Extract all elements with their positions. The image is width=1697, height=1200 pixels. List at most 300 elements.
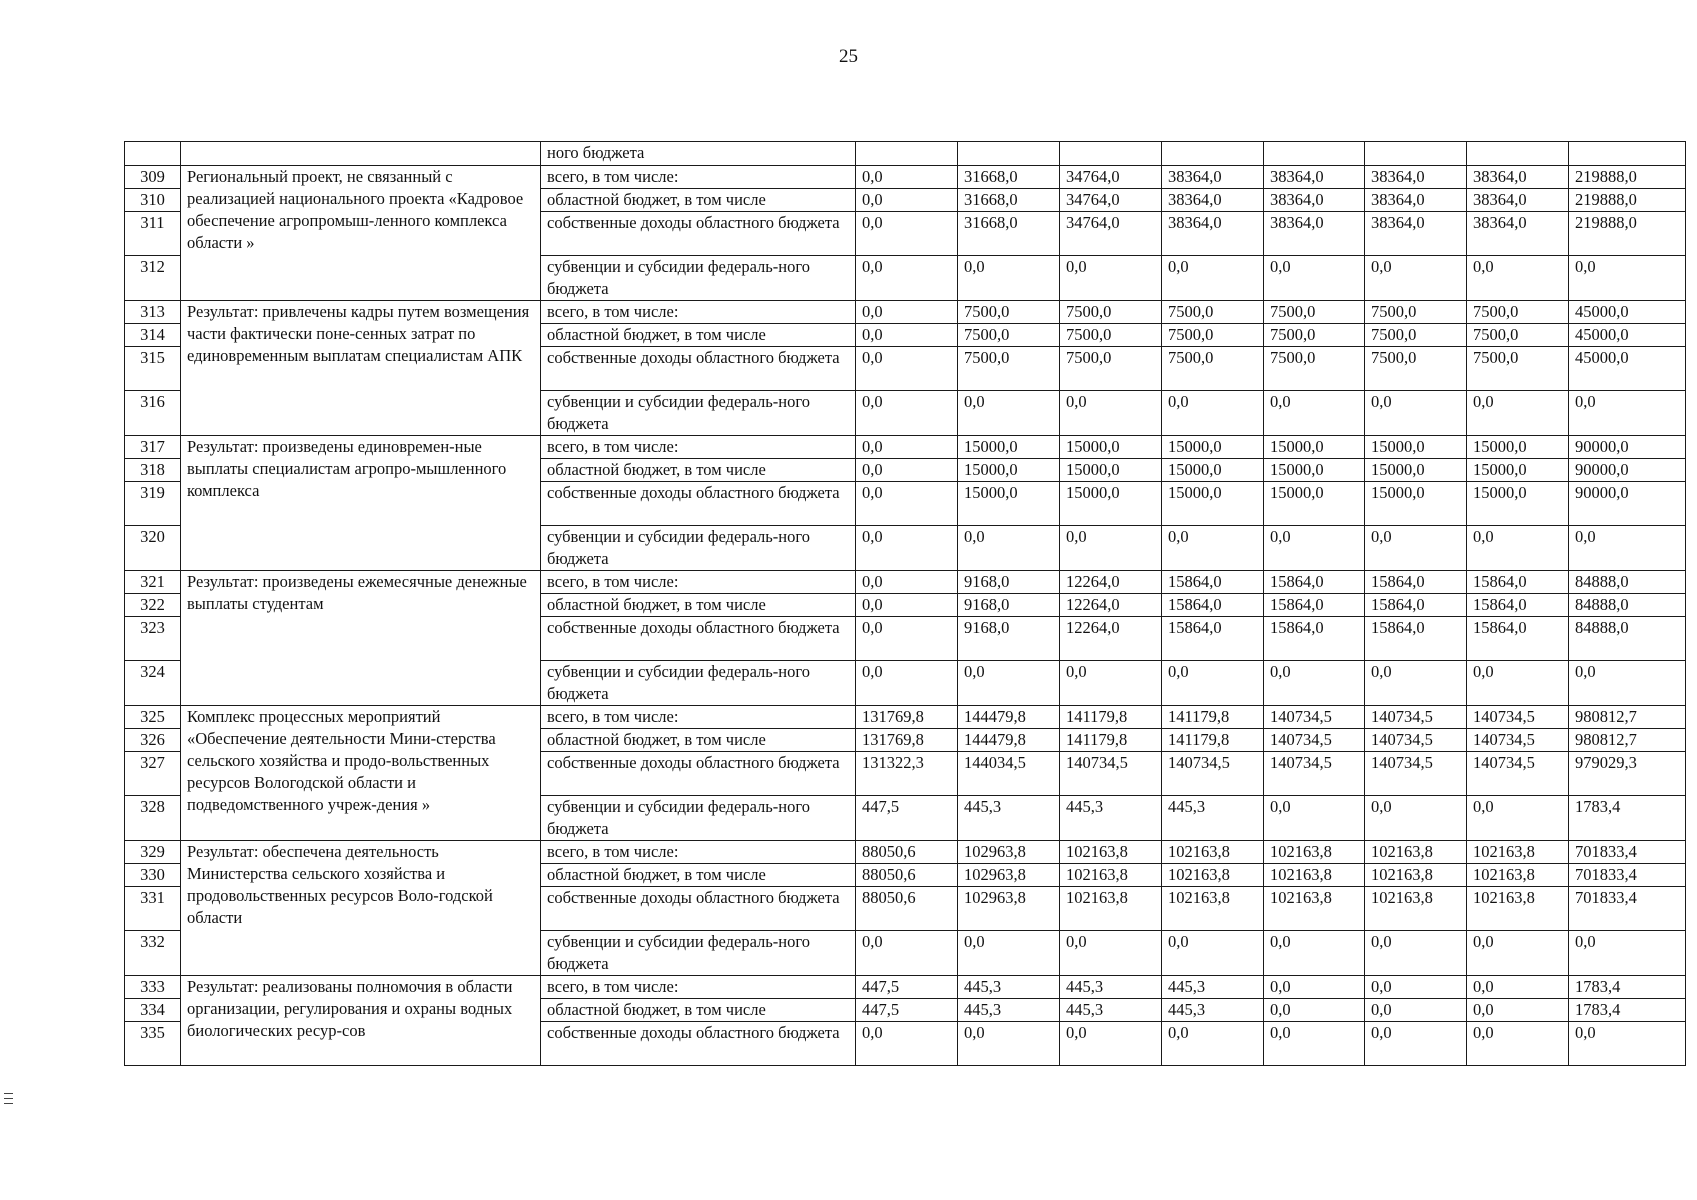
year-value: 38364,0 [1467, 189, 1569, 212]
total-value: 0,0 [1569, 526, 1686, 571]
year-value: 38364,0 [1162, 212, 1264, 256]
year-value: 0,0 [856, 391, 958, 436]
row-number: 334 [125, 999, 181, 1022]
year-value: 7500,0 [958, 301, 1060, 324]
year-value: 0,0 [856, 256, 958, 301]
year-value: 0,0 [1264, 931, 1365, 976]
year-value: 9168,0 [958, 617, 1060, 661]
year-value: 34764,0 [1060, 212, 1162, 256]
year-value: 15000,0 [1060, 459, 1162, 482]
funding-source: собственные доходы областного бюджета [541, 887, 856, 931]
total-value: 980812,7 [1569, 706, 1686, 729]
total-value: 84888,0 [1569, 594, 1686, 617]
total-value: 90000,0 [1569, 482, 1686, 526]
year-value: 0,0 [1264, 796, 1365, 841]
year-value: 15864,0 [1467, 571, 1569, 594]
row-number: 311 [125, 212, 181, 256]
total-value: 701833,4 [1569, 887, 1686, 931]
year-value: 12264,0 [1060, 571, 1162, 594]
year-value: 7500,0 [1060, 301, 1162, 324]
year-value: 141179,8 [1162, 706, 1264, 729]
total-value: 1783,4 [1569, 976, 1686, 999]
year-value: 102963,8 [958, 864, 1060, 887]
funding-source: субвенции и субсидии федераль-ного бюджета [541, 796, 856, 841]
year-value: 0,0 [1365, 976, 1467, 999]
year-value: 0,0 [1467, 256, 1569, 301]
year-value: 140734,5 [1467, 706, 1569, 729]
value-cell [958, 142, 1060, 166]
continuation-row [125, 142, 1686, 166]
year-value: 38364,0 [1365, 166, 1467, 189]
row-number: 314 [125, 324, 181, 347]
year-value: 15864,0 [1467, 617, 1569, 661]
year-value: 0,0 [1162, 391, 1264, 436]
year-value: 38364,0 [1365, 189, 1467, 212]
row-number: 318 [125, 459, 181, 482]
year-value: 0,0 [1467, 526, 1569, 571]
row-number: 310 [125, 189, 181, 212]
year-value: 0,0 [856, 301, 958, 324]
funding-source: субвенции и субсидии федераль-ного бюджета [541, 661, 856, 706]
funding-source: всего, в том числе: [541, 841, 856, 864]
funding-source: всего, в том числе: [541, 436, 856, 459]
year-value: 9168,0 [958, 594, 1060, 617]
page-number: 25 [839, 46, 858, 67]
funding-source: субвенции и субсидии федераль-ного бюджета [541, 931, 856, 976]
year-value: 7500,0 [1060, 324, 1162, 347]
year-value: 0,0 [856, 212, 958, 256]
year-value: 0,0 [856, 571, 958, 594]
year-value: 15864,0 [1264, 571, 1365, 594]
funding-source: собственные доходы областного бюджета [541, 1022, 856, 1066]
year-value: 102163,8 [1365, 841, 1467, 864]
item-name: Результат: произведены ежемесячные денежные выплаты студентам [181, 571, 541, 706]
total-value: 0,0 [1569, 931, 1686, 976]
year-value: 144479,8 [958, 729, 1060, 752]
year-value: 38364,0 [1365, 212, 1467, 256]
year-value: 102163,8 [1467, 864, 1569, 887]
year-value: 0,0 [1467, 931, 1569, 976]
year-value: 0,0 [1060, 391, 1162, 436]
year-value: 0,0 [1060, 931, 1162, 976]
year-value: 0,0 [958, 931, 1060, 976]
table-row [125, 436, 1686, 459]
year-value: 131322,3 [856, 752, 958, 796]
year-value: 38364,0 [1162, 166, 1264, 189]
funding-source: всего, в том числе: [541, 571, 856, 594]
row-number: 324 [125, 661, 181, 706]
row-number: 331 [125, 887, 181, 931]
total-value: 84888,0 [1569, 617, 1686, 661]
year-value: 144479,8 [958, 706, 1060, 729]
funding-source: областной бюджет, в том числе [541, 324, 856, 347]
year-value: 0,0 [1365, 256, 1467, 301]
item-name: Региональный проект, не связанный с реализацией национального проекта «Кадровое обеспечение агропромыш-ленного комплекса области » [181, 166, 541, 301]
year-value: 102163,8 [1162, 887, 1264, 931]
year-value: 0,0 [1365, 796, 1467, 841]
year-value: 102963,8 [958, 841, 1060, 864]
year-value: 445,3 [958, 796, 1060, 841]
year-value: 15864,0 [1162, 594, 1264, 617]
year-value: 7500,0 [1264, 324, 1365, 347]
total-value: 45000,0 [1569, 324, 1686, 347]
year-value: 0,0 [1365, 526, 1467, 571]
row-number: 327 [125, 752, 181, 796]
year-value: 0,0 [856, 931, 958, 976]
year-value: 0,0 [958, 661, 1060, 706]
year-value: 15864,0 [1264, 594, 1365, 617]
funding-source: субвенции и субсидии федераль-ного бюджета [541, 256, 856, 301]
year-value: 7500,0 [1365, 301, 1467, 324]
total-value: 0,0 [1569, 391, 1686, 436]
year-value: 0,0 [1365, 661, 1467, 706]
margin-mark [4, 1093, 13, 1094]
year-value: 447,5 [856, 796, 958, 841]
value-cell [1365, 142, 1467, 166]
year-value: 7500,0 [1467, 301, 1569, 324]
year-value: 445,3 [1162, 796, 1264, 841]
year-value: 445,3 [1162, 999, 1264, 1022]
year-value: 88050,6 [856, 864, 958, 887]
budget-table [124, 141, 1686, 1066]
year-value: 141179,8 [1060, 706, 1162, 729]
year-value: 140734,5 [1264, 706, 1365, 729]
funding-source: субвенции и субсидии федераль-ного бюджета [541, 391, 856, 436]
table-row [125, 706, 1686, 729]
year-value: 445,3 [958, 976, 1060, 999]
funding-source: субвенции и субсидии федераль-ного бюджета [541, 526, 856, 571]
year-value: 140734,5 [1264, 729, 1365, 752]
value-cell [1467, 142, 1569, 166]
table-row [125, 976, 1686, 999]
year-value: 131769,8 [856, 706, 958, 729]
year-value: 0,0 [856, 436, 958, 459]
value-cell [1264, 142, 1365, 166]
year-value: 102163,8 [1264, 887, 1365, 931]
year-value: 102963,8 [958, 887, 1060, 931]
row-number: 329 [125, 841, 181, 864]
funding-source: областной бюджет, в том числе [541, 864, 856, 887]
year-value: 15000,0 [958, 436, 1060, 459]
year-value: 38364,0 [1264, 166, 1365, 189]
year-value: 7500,0 [1264, 347, 1365, 391]
total-value: 979029,3 [1569, 752, 1686, 796]
total-value: 45000,0 [1569, 301, 1686, 324]
year-value: 0,0 [856, 347, 958, 391]
row-number: 313 [125, 301, 181, 324]
total-value: 980812,7 [1569, 729, 1686, 752]
year-value: 7500,0 [958, 324, 1060, 347]
year-value: 131769,8 [856, 729, 958, 752]
year-value: 0,0 [1467, 391, 1569, 436]
year-value: 447,5 [856, 999, 958, 1022]
year-value: 445,3 [1060, 999, 1162, 1022]
total-value: 90000,0 [1569, 436, 1686, 459]
value-cell [1162, 142, 1264, 166]
funding-source: всего, в том числе: [541, 166, 856, 189]
year-value: 0,0 [1365, 391, 1467, 436]
year-value: 0,0 [1467, 661, 1569, 706]
year-value: 15000,0 [1467, 482, 1569, 526]
funding-source: областной бюджет, в том числе [541, 729, 856, 752]
item-name: Результат: обеспечена деятельность Министерства сельского хозяйства и продовольственных ресурсов Воло-годской области [181, 841, 541, 976]
year-value: 0,0 [1365, 931, 1467, 976]
year-value: 0,0 [1060, 661, 1162, 706]
year-value: 7500,0 [1467, 347, 1569, 391]
year-value: 15000,0 [958, 459, 1060, 482]
year-value: 0,0 [1365, 999, 1467, 1022]
year-value: 102163,8 [1365, 887, 1467, 931]
total-value: 701833,4 [1569, 864, 1686, 887]
year-value: 34764,0 [1060, 166, 1162, 189]
year-value: 7500,0 [1365, 347, 1467, 391]
margin-mark [4, 1098, 13, 1099]
funding-source: областной бюджет, в том числе [541, 189, 856, 212]
year-value: 38364,0 [1467, 166, 1569, 189]
year-value: 38364,0 [1467, 212, 1569, 256]
year-value: 7500,0 [1162, 301, 1264, 324]
year-value: 102163,8 [1060, 841, 1162, 864]
table-row [125, 301, 1686, 324]
year-value: 102163,8 [1467, 841, 1569, 864]
year-value: 102163,8 [1162, 864, 1264, 887]
row-number: 309 [125, 166, 181, 189]
total-value: 219888,0 [1569, 189, 1686, 212]
year-value: 0,0 [1467, 999, 1569, 1022]
year-value: 88050,6 [856, 887, 958, 931]
year-value: 0,0 [1467, 1022, 1569, 1066]
value-cell [1569, 142, 1686, 166]
row-number: 328 [125, 796, 181, 841]
year-value: 140734,5 [1365, 706, 1467, 729]
year-value: 447,5 [856, 976, 958, 999]
funding-source: собственные доходы областного бюджета [541, 752, 856, 796]
year-value: 15864,0 [1162, 617, 1264, 661]
funding-source: всего, в том числе: [541, 706, 856, 729]
year-value: 0,0 [1264, 1022, 1365, 1066]
table-row [125, 841, 1686, 864]
year-value: 141179,8 [1162, 729, 1264, 752]
value-cell [1060, 142, 1162, 166]
year-value: 140734,5 [1162, 752, 1264, 796]
year-value: 0,0 [1162, 526, 1264, 571]
year-value: 102163,8 [1060, 887, 1162, 931]
item-name: Результат: реализованы полномочия в области организации, регулирования и охраны водных биологических ресур-сов [181, 976, 541, 1066]
item-name: Результат: произведены единовремен-ные выплаты специалистам агропро-мышленного комплекса [181, 436, 541, 571]
year-value: 140734,5 [1365, 752, 1467, 796]
year-value: 15000,0 [958, 482, 1060, 526]
year-value: 15000,0 [1162, 436, 1264, 459]
year-value: 0,0 [1264, 256, 1365, 301]
year-value: 140734,5 [1264, 752, 1365, 796]
row-number: 317 [125, 436, 181, 459]
row-number: 316 [125, 391, 181, 436]
year-value: 140734,5 [1467, 752, 1569, 796]
year-value: 0,0 [1162, 931, 1264, 976]
year-value: 0,0 [856, 189, 958, 212]
year-value: 38364,0 [1162, 189, 1264, 212]
year-value: 0,0 [1264, 661, 1365, 706]
value-cell [856, 142, 958, 166]
total-value: 45000,0 [1569, 347, 1686, 391]
year-value: 31668,0 [958, 212, 1060, 256]
year-value: 7500,0 [1264, 301, 1365, 324]
year-value: 15864,0 [1264, 617, 1365, 661]
year-value: 15000,0 [1365, 482, 1467, 526]
year-value: 7500,0 [958, 347, 1060, 391]
row-number: 321 [125, 571, 181, 594]
year-value: 15864,0 [1365, 617, 1467, 661]
funding-source: областной бюджет, в том числе [541, 594, 856, 617]
year-value: 0,0 [1365, 1022, 1467, 1066]
funding-source: собственные доходы областного бюджета [541, 212, 856, 256]
funding-source: областной бюджет, в том числе [541, 999, 856, 1022]
row-number: 332 [125, 931, 181, 976]
year-value: 0,0 [856, 324, 958, 347]
year-value: 102163,8 [1467, 887, 1569, 931]
year-value: 7500,0 [1060, 347, 1162, 391]
year-value: 140734,5 [1467, 729, 1569, 752]
year-value: 7500,0 [1467, 324, 1569, 347]
year-value: 102163,8 [1162, 841, 1264, 864]
year-value: 0,0 [1060, 1022, 1162, 1066]
total-value: 0,0 [1569, 256, 1686, 301]
total-value: 90000,0 [1569, 459, 1686, 482]
total-value: 701833,4 [1569, 841, 1686, 864]
year-value: 445,3 [1162, 976, 1264, 999]
year-value: 0,0 [958, 391, 1060, 436]
year-value: 0,0 [1060, 526, 1162, 571]
year-value: 15864,0 [1162, 571, 1264, 594]
year-value: 0,0 [958, 1022, 1060, 1066]
year-value: 9168,0 [958, 571, 1060, 594]
year-value: 0,0 [958, 256, 1060, 301]
total-value: 219888,0 [1569, 212, 1686, 256]
year-value: 12264,0 [1060, 594, 1162, 617]
year-value: 0,0 [1162, 1022, 1264, 1066]
table-row [125, 571, 1686, 594]
year-value: 144034,5 [958, 752, 1060, 796]
year-value: 102163,8 [1365, 864, 1467, 887]
year-value: 15000,0 [1365, 436, 1467, 459]
row-number: 333 [125, 976, 181, 999]
year-value: 0,0 [1264, 526, 1365, 571]
row-number: 319 [125, 482, 181, 526]
row-number: 322 [125, 594, 181, 617]
row-number: 330 [125, 864, 181, 887]
funding-source: областной бюджет, в том числе [541, 459, 856, 482]
year-value: 15000,0 [1162, 482, 1264, 526]
funding-source: всего, в том числе: [541, 301, 856, 324]
year-value: 15864,0 [1467, 594, 1569, 617]
year-value: 7500,0 [1162, 324, 1264, 347]
margin-mark [4, 1103, 13, 1104]
continuation-text: ного бюджета [541, 142, 856, 166]
year-value: 0,0 [856, 617, 958, 661]
year-value: 15000,0 [1264, 459, 1365, 482]
year-value: 140734,5 [1060, 752, 1162, 796]
row-number-cell [125, 142, 181, 166]
year-value: 15000,0 [1264, 436, 1365, 459]
year-value: 0,0 [1264, 999, 1365, 1022]
row-number: 325 [125, 706, 181, 729]
year-value: 31668,0 [958, 189, 1060, 212]
total-value: 1783,4 [1569, 999, 1686, 1022]
year-value: 445,3 [1060, 796, 1162, 841]
year-value: 38364,0 [1264, 189, 1365, 212]
year-value: 15000,0 [1162, 459, 1264, 482]
year-value: 31668,0 [958, 166, 1060, 189]
year-value: 102163,8 [1264, 864, 1365, 887]
total-value: 84888,0 [1569, 571, 1686, 594]
year-value: 0,0 [856, 594, 958, 617]
year-value: 0,0 [1467, 976, 1569, 999]
item-name: Комплекс процессных мероприятий «Обеспечение деятельности Мини-стерства сельского хозяйства и продо-вольственных ресурсов Вологодской области и подведомственного учреж-дения » [181, 706, 541, 841]
year-value: 0,0 [1060, 256, 1162, 301]
year-value: 0,0 [1467, 796, 1569, 841]
funding-source: всего, в том числе: [541, 976, 856, 999]
total-value: 0,0 [1569, 1022, 1686, 1066]
year-value: 0,0 [1162, 661, 1264, 706]
year-value: 15000,0 [1060, 436, 1162, 459]
funding-source: собственные доходы областного бюджета [541, 617, 856, 661]
total-value: 219888,0 [1569, 166, 1686, 189]
item-name: Результат: привлечены кадры путем возмещения части фактически поне-сенных затрат по единовременным выплатам специалистам АПК [181, 301, 541, 436]
item-name-cell [181, 142, 541, 166]
row-number: 326 [125, 729, 181, 752]
year-value: 0,0 [856, 166, 958, 189]
row-number: 320 [125, 526, 181, 571]
year-value: 0,0 [856, 482, 958, 526]
year-value: 7500,0 [1365, 324, 1467, 347]
year-value: 15000,0 [1467, 459, 1569, 482]
funding-source: собственные доходы областного бюджета [541, 482, 856, 526]
year-value: 102163,8 [1264, 841, 1365, 864]
total-value: 1783,4 [1569, 796, 1686, 841]
year-value: 15000,0 [1365, 459, 1467, 482]
table-row [125, 166, 1686, 189]
total-value: 0,0 [1569, 661, 1686, 706]
row-number: 323 [125, 617, 181, 661]
year-value: 0,0 [958, 526, 1060, 571]
year-value: 0,0 [1162, 256, 1264, 301]
year-value: 15000,0 [1467, 436, 1569, 459]
year-value: 0,0 [1264, 976, 1365, 999]
row-number: 312 [125, 256, 181, 301]
year-value: 0,0 [856, 459, 958, 482]
year-value: 34764,0 [1060, 189, 1162, 212]
year-value: 445,3 [958, 999, 1060, 1022]
year-value: 445,3 [1060, 976, 1162, 999]
row-number: 315 [125, 347, 181, 391]
year-value: 15000,0 [1060, 482, 1162, 526]
year-value: 0,0 [856, 526, 958, 571]
row-number: 335 [125, 1022, 181, 1066]
year-value: 140734,5 [1365, 729, 1467, 752]
year-value: 7500,0 [1162, 347, 1264, 391]
year-value: 0,0 [1264, 391, 1365, 436]
year-value: 15864,0 [1365, 571, 1467, 594]
year-value: 38364,0 [1264, 212, 1365, 256]
funding-source: собственные доходы областного бюджета [541, 347, 856, 391]
year-value: 15000,0 [1264, 482, 1365, 526]
year-value: 15864,0 [1365, 594, 1467, 617]
year-value: 88050,6 [856, 841, 958, 864]
budget-table-wrapper [124, 141, 1686, 1066]
year-value: 12264,0 [1060, 617, 1162, 661]
year-value: 0,0 [856, 661, 958, 706]
year-value: 102163,8 [1060, 864, 1162, 887]
